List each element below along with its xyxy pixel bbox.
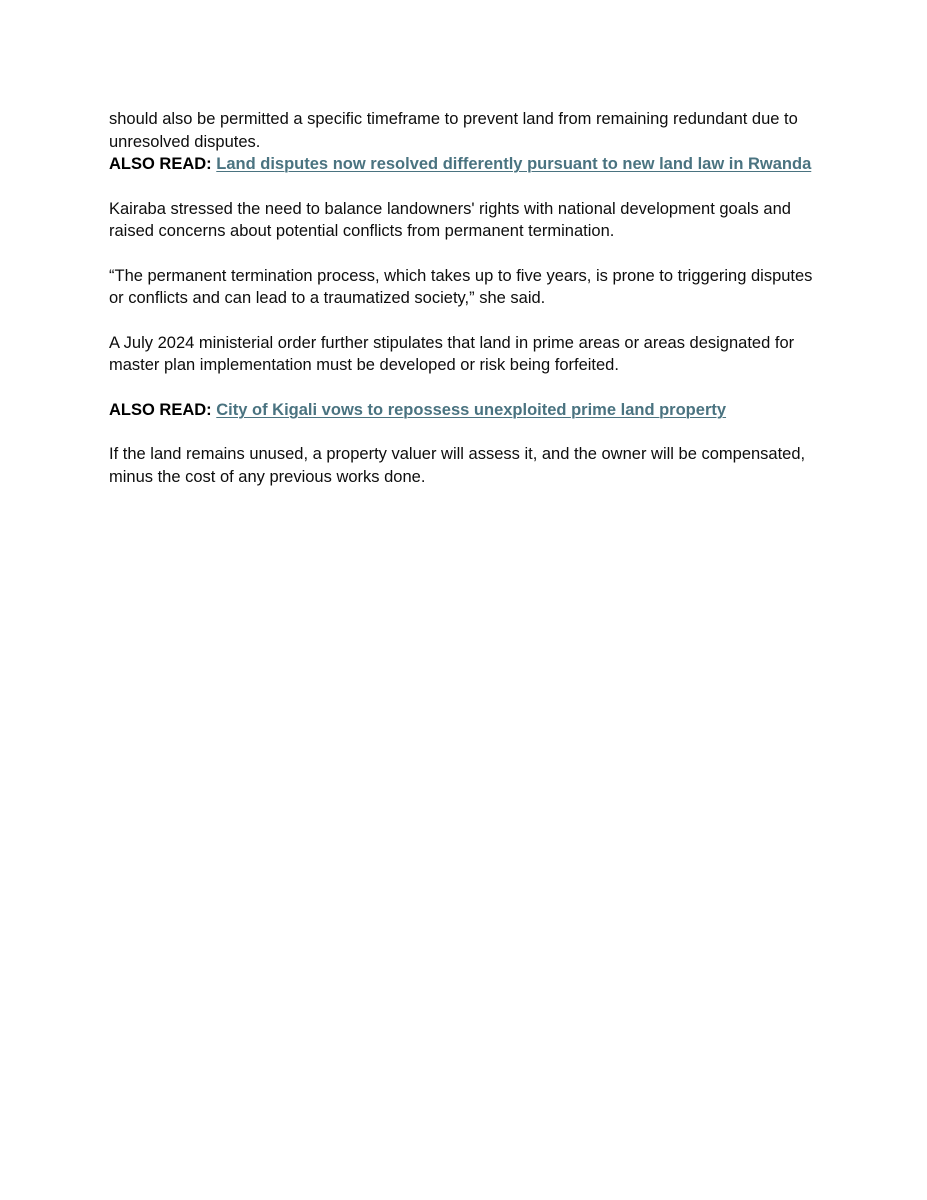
also-read-link-land-disputes[interactable]: Land disputes now resolved differently pursuant to new land law in Rwanda (216, 155, 812, 173)
paragraph-kairaba: Kairaba stressed the need to balance landowners' rights with national development goals and raised concerns about potential conflicts from permanent termination. (109, 199, 791, 240)
also-read-block-1 (109, 153, 829, 176)
also-read-label: ALSO READ: (109, 155, 212, 173)
paragraph-compensation: If the land remains unused, a property valuer will assess it, and the owner will be compensated, minus the cost of any previous works done. (109, 445, 806, 486)
document-page (109, 108, 829, 510)
also-read-label: ALSO READ: (109, 400, 212, 419)
also-read-link-kigali[interactable]: City of Kigali vows to repossess unexploited prime land property (216, 400, 727, 419)
paragraph-quote: “The permanent termination process, which takes up to five years, is prone to triggering disputes or conflicts and can lead to a traumatized society,” she said. (109, 266, 813, 307)
paragraph-ministerial-order: A July 2024 ministerial order further stipulates that land in prime areas or areas designated for master plan implementation must be developed or risk being forfeited. (109, 333, 795, 374)
paragraph-timeframe: should also be permitted a specific timeframe to prevent land from remaining redundant due to unresolved disputes. (109, 110, 798, 151)
also-read-block-2 (109, 399, 829, 422)
